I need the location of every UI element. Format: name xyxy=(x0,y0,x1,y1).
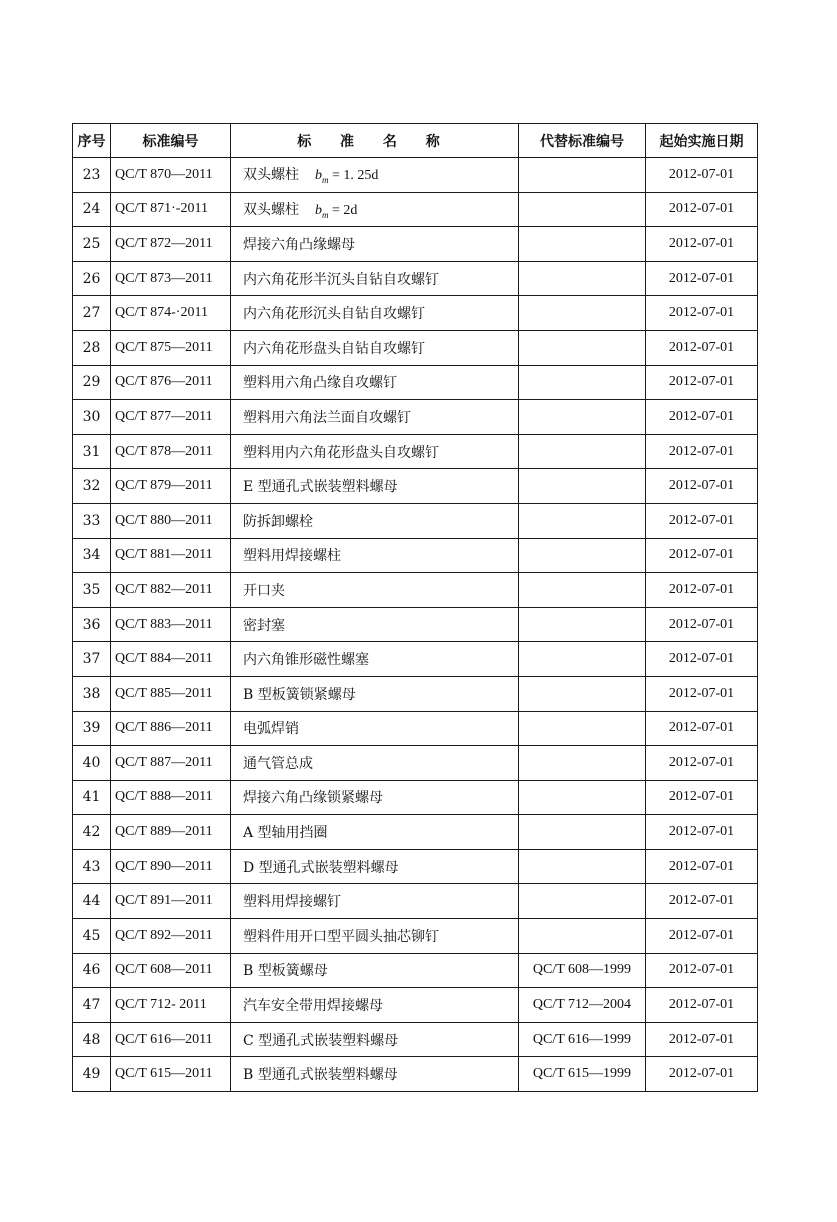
replaces-code-cell: QC/T 616—1999 xyxy=(519,1022,646,1057)
standard-code-cell: QC/T 871·-2011 xyxy=(111,192,231,227)
standard-code-cell: QC/T 616—2011 xyxy=(111,1022,231,1057)
table-row xyxy=(73,711,758,746)
effective-date-cell: 2012-07-01 xyxy=(646,296,758,331)
table-row xyxy=(73,746,758,781)
effective-date-cell: 2012-07-01 xyxy=(646,538,758,573)
table-row xyxy=(73,365,758,400)
standard-name-cell xyxy=(231,573,519,608)
header-replaces-code: 代替标准编号 xyxy=(519,124,646,158)
table-row xyxy=(73,400,758,435)
table-row xyxy=(73,503,758,538)
standard-name-cell xyxy=(231,746,519,781)
replaces-code-cell: QC/T 608—1999 xyxy=(519,953,646,988)
header-standard-code: 标准编号 xyxy=(111,124,231,158)
effective-date-cell: 2012-07-01 xyxy=(646,849,758,884)
standard-name-text: 内六角花形沉头自钻自攻螺钉 xyxy=(243,306,425,323)
effective-date-cell: 2012-07-01 xyxy=(646,158,758,193)
table-row xyxy=(73,607,758,642)
replaces-code-cell xyxy=(519,815,646,850)
table-row xyxy=(73,676,758,711)
standard-code-cell: QC/T 886—2011 xyxy=(111,711,231,746)
serial-no-cell: 34 xyxy=(73,538,111,573)
standard-code-cell: QC/T 883—2011 xyxy=(111,607,231,642)
table-row xyxy=(73,192,758,227)
replaces-code-cell xyxy=(519,573,646,608)
standard-name-cell xyxy=(231,1057,519,1092)
serial-no-cell: 27 xyxy=(73,296,111,331)
replaces-code-cell: QC/T 712—2004 xyxy=(519,988,646,1023)
serial-no-cell: 25 xyxy=(73,227,111,262)
table-row xyxy=(73,815,758,850)
replaces-code-cell xyxy=(519,503,646,538)
replaces-code-cell xyxy=(519,849,646,884)
formula xyxy=(315,203,357,218)
effective-date-cell: 2012-07-01 xyxy=(646,642,758,677)
serial-no-cell: 42 xyxy=(73,815,111,850)
effective-date-cell: 2012-07-01 xyxy=(646,1022,758,1057)
standard-name-text: 焊接六角凸缘锁紧螺母 xyxy=(243,790,383,807)
replaces-code-cell xyxy=(519,434,646,469)
standard-code-cell: QC/T 877—2011 xyxy=(111,400,231,435)
table-row xyxy=(73,158,758,193)
standard-name-cell xyxy=(231,400,519,435)
standard-code-cell: QC/T 872—2011 xyxy=(111,227,231,262)
serial-no-cell: 37 xyxy=(73,642,111,677)
standard-name-text: 塑料件用开口型平圆头抽芯铆钉 xyxy=(243,928,439,945)
standard-name-text: 通气管总成 xyxy=(243,755,313,772)
standard-code-cell: QC/T 888—2011 xyxy=(111,780,231,815)
standard-name-cell xyxy=(231,434,519,469)
standard-code-cell: QC/T 891—2011 xyxy=(111,884,231,919)
effective-date-cell: 2012-07-01 xyxy=(646,953,758,988)
replaces-code-cell xyxy=(519,676,646,711)
serial-no-cell: 46 xyxy=(73,953,111,988)
formula-value: = 2d xyxy=(328,202,358,218)
replaces-code-cell xyxy=(519,919,646,954)
standard-name-text: 内六角花形半沉头自钻自攻螺钉 xyxy=(243,271,439,288)
replaces-code-cell xyxy=(519,780,646,815)
standard-name-text: 电弧焊销 xyxy=(243,721,299,738)
table-row xyxy=(73,330,758,365)
standard-name-text: 双头螺柱 xyxy=(243,167,299,184)
standard-name-cell xyxy=(231,642,519,677)
effective-date-cell: 2012-07-01 xyxy=(646,227,758,262)
standard-code-cell: QC/T 890—2011 xyxy=(111,849,231,884)
replaces-code-cell xyxy=(519,261,646,296)
table-row xyxy=(73,1022,758,1057)
standard-name-cell xyxy=(231,296,519,331)
standard-name-cell xyxy=(231,503,519,538)
standard-name-cell xyxy=(231,192,519,227)
replaces-code-cell xyxy=(519,330,646,365)
table-row xyxy=(73,884,758,919)
header-effective-date: 起始实施日期 xyxy=(646,124,758,158)
standard-name-text: 塑料用六角法兰面自攻螺钉 xyxy=(243,409,411,426)
standard-code-cell: QC/T 712- 2011 xyxy=(111,988,231,1023)
table-header xyxy=(73,124,758,158)
serial-no-cell: 36 xyxy=(73,607,111,642)
table-row xyxy=(73,296,758,331)
serial-no-cell: 33 xyxy=(73,503,111,538)
table-row xyxy=(73,538,758,573)
serial-no-cell: 26 xyxy=(73,261,111,296)
standard-name-text: 焊接六角凸缘螺母 xyxy=(243,236,355,253)
serial-no-cell: 23 xyxy=(73,158,111,193)
serial-no-cell: 43 xyxy=(73,849,111,884)
standard-name-text: 塑料用六角凸缘自攻螺钉 xyxy=(243,375,397,392)
standard-code-cell: QC/T 870—2011 xyxy=(111,158,231,193)
standard-code-cell: QC/T 878—2011 xyxy=(111,434,231,469)
effective-date-cell: 2012-07-01 xyxy=(646,434,758,469)
serial-no-cell: 31 xyxy=(73,434,111,469)
standard-name-cell xyxy=(231,919,519,954)
table-row xyxy=(73,469,758,504)
table-row xyxy=(73,919,758,954)
standard-code-cell: QC/T 887—2011 xyxy=(111,746,231,781)
replaces-code-cell xyxy=(519,469,646,504)
effective-date-cell: 2012-07-01 xyxy=(646,988,758,1023)
standard-name-text: 防拆卸螺栓 xyxy=(243,513,313,530)
standard-name-cell xyxy=(231,261,519,296)
standard-name-cell xyxy=(231,538,519,573)
serial-no-cell: 44 xyxy=(73,884,111,919)
standard-name-cell xyxy=(231,884,519,919)
table-body xyxy=(73,158,758,1092)
replaces-code-cell xyxy=(519,296,646,331)
standard-name-text: C 型通孔式嵌装塑料螺母 xyxy=(243,1032,399,1049)
replaces-code-cell: QC/T 615—1999 xyxy=(519,1057,646,1092)
standards-table xyxy=(72,123,758,1092)
formula-subscript: m xyxy=(322,175,329,186)
effective-date-cell: 2012-07-01 xyxy=(646,469,758,504)
standard-name-text: 塑料用内六角花形盘头自攻螺钉 xyxy=(243,444,439,461)
standard-code-cell: QC/T 875—2011 xyxy=(111,330,231,365)
standard-code-cell: QC/T 884—2011 xyxy=(111,642,231,677)
serial-no-cell: 35 xyxy=(73,573,111,608)
table-row xyxy=(73,780,758,815)
effective-date-cell: 2012-07-01 xyxy=(646,365,758,400)
standard-name-text: 汽车安全带用焊接螺母 xyxy=(243,998,383,1015)
replaces-code-cell xyxy=(519,192,646,227)
standard-name-cell xyxy=(231,365,519,400)
serial-no-cell: 41 xyxy=(73,780,111,815)
table-row xyxy=(73,953,758,988)
effective-date-cell: 2012-07-01 xyxy=(646,711,758,746)
replaces-code-cell xyxy=(519,642,646,677)
standard-code-cell: QC/T 873—2011 xyxy=(111,261,231,296)
standard-name-cell xyxy=(231,815,519,850)
table-row xyxy=(73,573,758,608)
standard-name-text: E 型通孔式嵌装塑料螺母 xyxy=(243,479,398,496)
standard-name-cell xyxy=(231,711,519,746)
standard-name-text: B 型板簧螺母 xyxy=(243,963,328,980)
standard-name-text: 内六角花形盘头自钻自攻螺钉 xyxy=(243,340,425,357)
standard-code-cell: QC/T 874-·2011 xyxy=(111,296,231,331)
effective-date-cell: 2012-07-01 xyxy=(646,330,758,365)
formula-variable: b xyxy=(315,168,322,184)
replaces-code-cell xyxy=(519,158,646,193)
table-row xyxy=(73,434,758,469)
table-row xyxy=(73,988,758,1023)
replaces-code-cell xyxy=(519,400,646,435)
header-serial-no: 序号 xyxy=(73,124,111,158)
standard-name-text: 塑料用焊接螺钉 xyxy=(243,894,341,911)
formula-value: = 1. 25d xyxy=(328,168,379,184)
table-row xyxy=(73,227,758,262)
standard-name-text: 开口夹 xyxy=(243,582,285,599)
serial-no-cell: 49 xyxy=(73,1057,111,1092)
standard-code-cell: QC/T 892—2011 xyxy=(111,919,231,954)
standard-code-cell: QC/T 876—2011 xyxy=(111,365,231,400)
effective-date-cell: 2012-07-01 xyxy=(646,919,758,954)
effective-date-cell: 2012-07-01 xyxy=(646,746,758,781)
formula-subscript: m xyxy=(322,209,329,220)
effective-date-cell: 2012-07-01 xyxy=(646,884,758,919)
table-row xyxy=(73,849,758,884)
table-row xyxy=(73,642,758,677)
serial-no-cell: 47 xyxy=(73,988,111,1023)
standard-name-text: D 型通孔式嵌装塑料螺母 xyxy=(243,859,399,876)
serial-no-cell: 38 xyxy=(73,676,111,711)
serial-no-cell: 45 xyxy=(73,919,111,954)
replaces-code-cell xyxy=(519,711,646,746)
header-standard-name: 标 准 名 称 xyxy=(231,124,519,158)
table-row xyxy=(73,261,758,296)
standard-name-cell xyxy=(231,227,519,262)
standard-name-text: 密封塞 xyxy=(243,617,285,634)
effective-date-cell: 2012-07-01 xyxy=(646,780,758,815)
replaces-code-cell xyxy=(519,227,646,262)
standard-name-cell xyxy=(231,330,519,365)
standard-name-text: A 型轴用挡圈 xyxy=(243,825,328,842)
header-row xyxy=(73,124,758,158)
formula xyxy=(315,168,379,186)
standard-name-cell xyxy=(231,676,519,711)
replaces-code-cell xyxy=(519,884,646,919)
standard-name-text: 内六角锥形磁性螺塞 xyxy=(243,652,369,669)
effective-date-cell: 2012-07-01 xyxy=(646,1057,758,1092)
replaces-code-cell xyxy=(519,365,646,400)
standard-name-cell xyxy=(231,1022,519,1057)
standard-name-cell xyxy=(231,988,519,1023)
effective-date-cell: 2012-07-01 xyxy=(646,676,758,711)
replaces-code-cell xyxy=(519,538,646,573)
effective-date-cell: 2012-07-01 xyxy=(646,503,758,538)
serial-no-cell: 28 xyxy=(73,330,111,365)
serial-no-cell: 29 xyxy=(73,365,111,400)
effective-date-cell: 2012-07-01 xyxy=(646,573,758,608)
table-row xyxy=(73,1057,758,1092)
serial-no-cell: 24 xyxy=(73,192,111,227)
standard-code-cell: QC/T 882—2011 xyxy=(111,573,231,608)
effective-date-cell: 2012-07-01 xyxy=(646,192,758,227)
standard-name-cell xyxy=(231,158,519,193)
standard-name-cell xyxy=(231,953,519,988)
serial-no-cell: 32 xyxy=(73,469,111,504)
standard-code-cell: QC/T 879—2011 xyxy=(111,469,231,504)
effective-date-cell: 2012-07-01 xyxy=(646,261,758,296)
effective-date-cell: 2012-07-01 xyxy=(646,607,758,642)
formula-variable: b xyxy=(315,202,322,218)
standard-name-text: B 型板簧锁紧螺母 xyxy=(243,686,356,703)
effective-date-cell: 2012-07-01 xyxy=(646,400,758,435)
standard-name-text: 双头螺柱 xyxy=(243,201,299,218)
standard-code-cell: QC/T 880—2011 xyxy=(111,503,231,538)
serial-no-cell: 39 xyxy=(73,711,111,746)
standard-name-cell xyxy=(231,607,519,642)
standard-name-text: B 型通孔式嵌装塑料螺母 xyxy=(243,1067,398,1084)
serial-no-cell: 48 xyxy=(73,1022,111,1057)
standard-code-cell: QC/T 615—2011 xyxy=(111,1057,231,1092)
standard-code-cell: QC/T 608—2011 xyxy=(111,953,231,988)
replaces-code-cell xyxy=(519,746,646,781)
serial-no-cell: 40 xyxy=(73,746,111,781)
standard-code-cell: QC/T 885—2011 xyxy=(111,676,231,711)
standard-name-cell xyxy=(231,849,519,884)
standard-name-cell xyxy=(231,469,519,504)
serial-no-cell: 30 xyxy=(73,400,111,435)
replaces-code-cell xyxy=(519,607,646,642)
standard-name-text: 塑料用焊接螺柱 xyxy=(243,548,341,565)
standard-name-cell xyxy=(231,780,519,815)
effective-date-cell: 2012-07-01 xyxy=(646,815,758,850)
standard-code-cell: QC/T 889—2011 xyxy=(111,815,231,850)
standard-code-cell: QC/T 881—2011 xyxy=(111,538,231,573)
